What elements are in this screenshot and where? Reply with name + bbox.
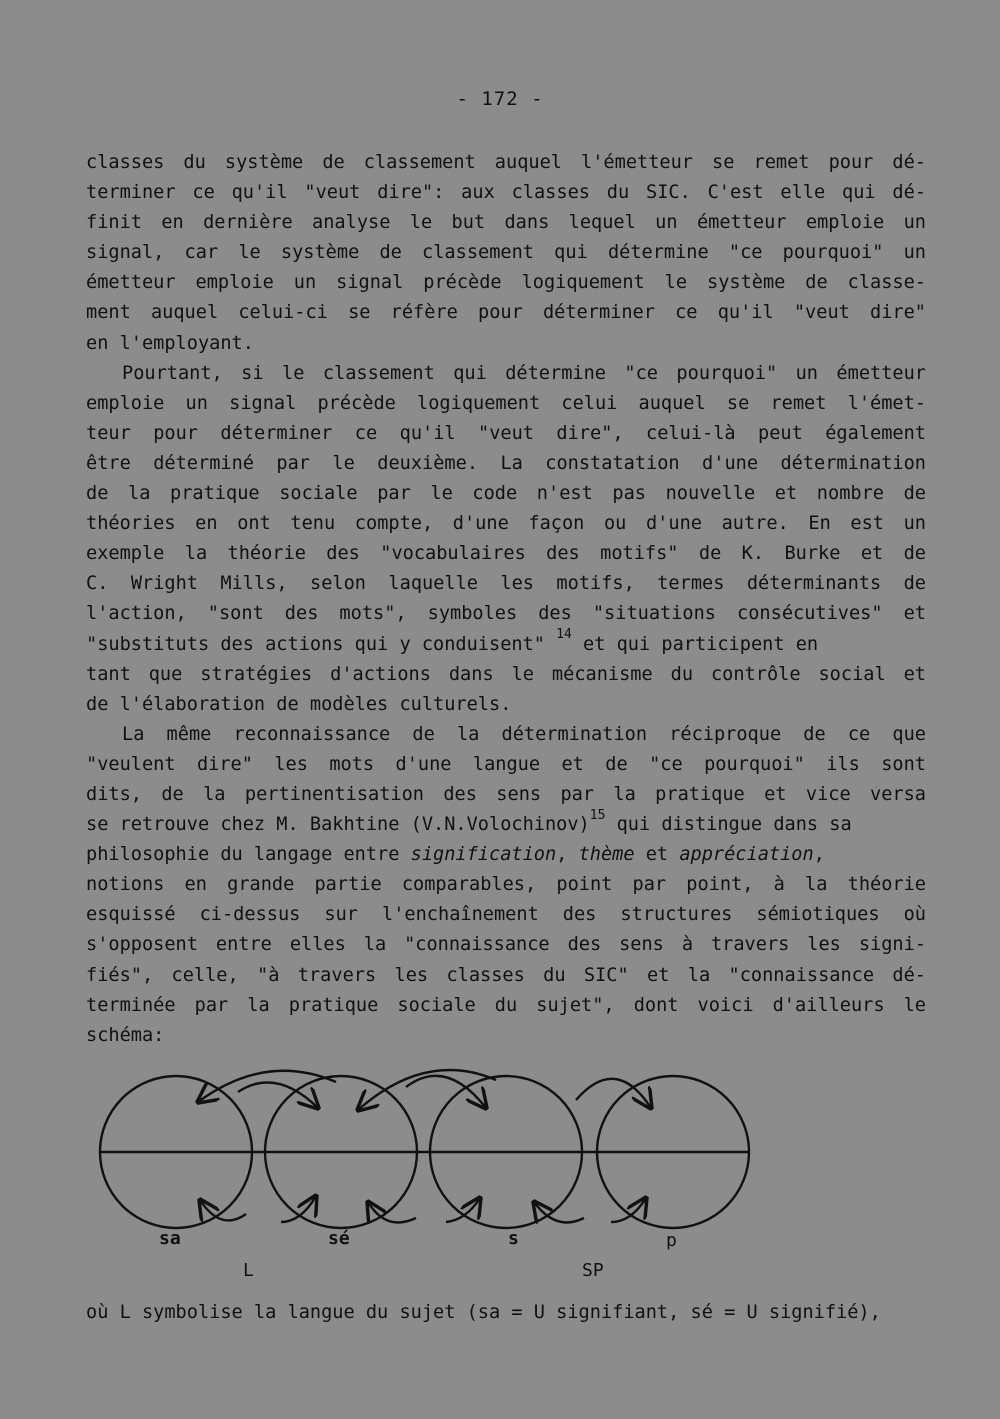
text-fragment: ,: [813, 844, 825, 866]
circles-figure: [86, 1062, 766, 1242]
text-fragment: ,: [556, 844, 579, 866]
semiotic-diagram: [86, 1062, 766, 1292]
text-line: s'opposent entre elles la "connaissance des sens à travers les signi-: [86, 934, 926, 956]
italic-term: thème: [578, 844, 635, 866]
text-line: schéma:: [86, 1024, 165, 1046]
text-fragment: se retrouve chez M. Bakhtine (V.N.Volochinov): [86, 814, 590, 836]
paragraph-2: [86, 359, 926, 720]
text-line: exemple la théorie des "vocabulaires des motifs" de K. Burke et de: [86, 543, 926, 565]
text-line: classes du système de classement auquel l'émetteur se remet pour dé-: [86, 152, 926, 173]
body-text: [86, 148, 926, 1051]
text-line: terminée par la pratique sociale du sujet", dont voici d'ailleurs le: [86, 994, 926, 1016]
diagram-caption: où L symbolise la langue du sujet (sa = U signifiant, sé = U signifié),: [86, 1302, 881, 1323]
arrow-arc: [281, 1196, 316, 1222]
text-line: terminer ce qu'il "veut dire": aux classes du SIC. C'est elle qui dé-: [86, 182, 926, 204]
text-line: C. Wright Mills, selon laquelle les motifs, termes déterminants de: [86, 573, 926, 595]
arrow-arc: [446, 1198, 480, 1222]
arrow-arc: [238, 1083, 318, 1108]
text-line: l'action, "sont des mots", symboles des "situations consécutives" et: [86, 603, 926, 625]
group-label-L: L: [243, 1260, 254, 1281]
text-fragment: "substituts des actions qui y conduisent": [86, 633, 557, 655]
arrow-arc: [198, 1071, 336, 1102]
text-line: théories en ont tenu compte, d'une façon ou d'une autre. En est un: [86, 513, 926, 535]
text-line: dits, de la pertinentisation des sens par la pratique et vice versa: [86, 783, 926, 805]
footnote-ref: 15: [589, 807, 606, 823]
text-line: "veulent dire" les mots d'une langue et de "ce pourquoi" ils sont: [86, 753, 926, 775]
label-sa: sa: [159, 1228, 181, 1249]
paragraph-1: [86, 148, 926, 359]
text-line: finit en dernière analyse le but dans lequel un émetteur emploie un: [86, 212, 926, 234]
text-fragment: philosophie du langage entre: [86, 844, 411, 866]
group-label-SP: SP: [582, 1260, 604, 1281]
text-line: teur pour déterminer ce qu'il "veut dire", celui-là peut également: [86, 422, 926, 444]
text-line: Pourtant, si le classement qui détermine "ce pourquoi" un émetteur: [122, 362, 926, 384]
text-fragment: et: [634, 844, 680, 866]
text-line: en l'employant.: [86, 332, 254, 354]
page-number: - 172 -: [456, 88, 544, 110]
text-line: signal, car le système de classement qui détermine "ce pourquoi" un: [86, 242, 926, 264]
label-s: s: [508, 1228, 519, 1249]
text-line: fiés", celle, "à travers les classes du SIC" et la "connaissance dé-: [86, 964, 926, 986]
text-line: La même reconnaissance de la détermination réciproque de ce que: [122, 723, 926, 745]
arrow-arc: [406, 1076, 486, 1108]
italic-term: signification: [410, 844, 557, 866]
text-line: emploie un signal précède logiquement celui auquel se remet l'émet-: [86, 392, 926, 414]
italic-term: appréciation: [679, 844, 814, 866]
text-line: tant que stratégies d'actions dans le mécanisme du contrôle social et: [86, 663, 926, 685]
text-line: esquissé ci-dessus sur l'enchaînement des structures sémiotiques où: [86, 904, 926, 926]
text-line: de l'élaboration de modèles culturels.: [86, 693, 512, 715]
text-line-footnote: [86, 627, 926, 660]
text-line: être déterminé par le deuxième. La constatation d'une détermination: [86, 452, 926, 474]
text-fragment: qui distingue dans sa: [605, 814, 852, 836]
text-line: notions en grande partie comparables, point par point, à la théorie: [86, 874, 926, 896]
label-p: p: [666, 1230, 677, 1251]
text-line: émetteur emploie un signal précède logiquement le système de classe-: [86, 272, 926, 294]
text-line: de la pratique sociale par le code n'est pas nouvelle et nombre de: [86, 483, 926, 505]
text-fragment: et qui participent en: [571, 633, 819, 655]
paragraph-3: [86, 720, 926, 1051]
text-line-footnote: [86, 807, 926, 840]
text-line-italic: [86, 840, 926, 870]
label-se: sé: [328, 1228, 350, 1249]
footnote-ref: 14: [556, 627, 572, 643]
text-line: ment auquel celui-ci se réfère pour déterminer ce qu'il "veut dire": [86, 302, 926, 324]
